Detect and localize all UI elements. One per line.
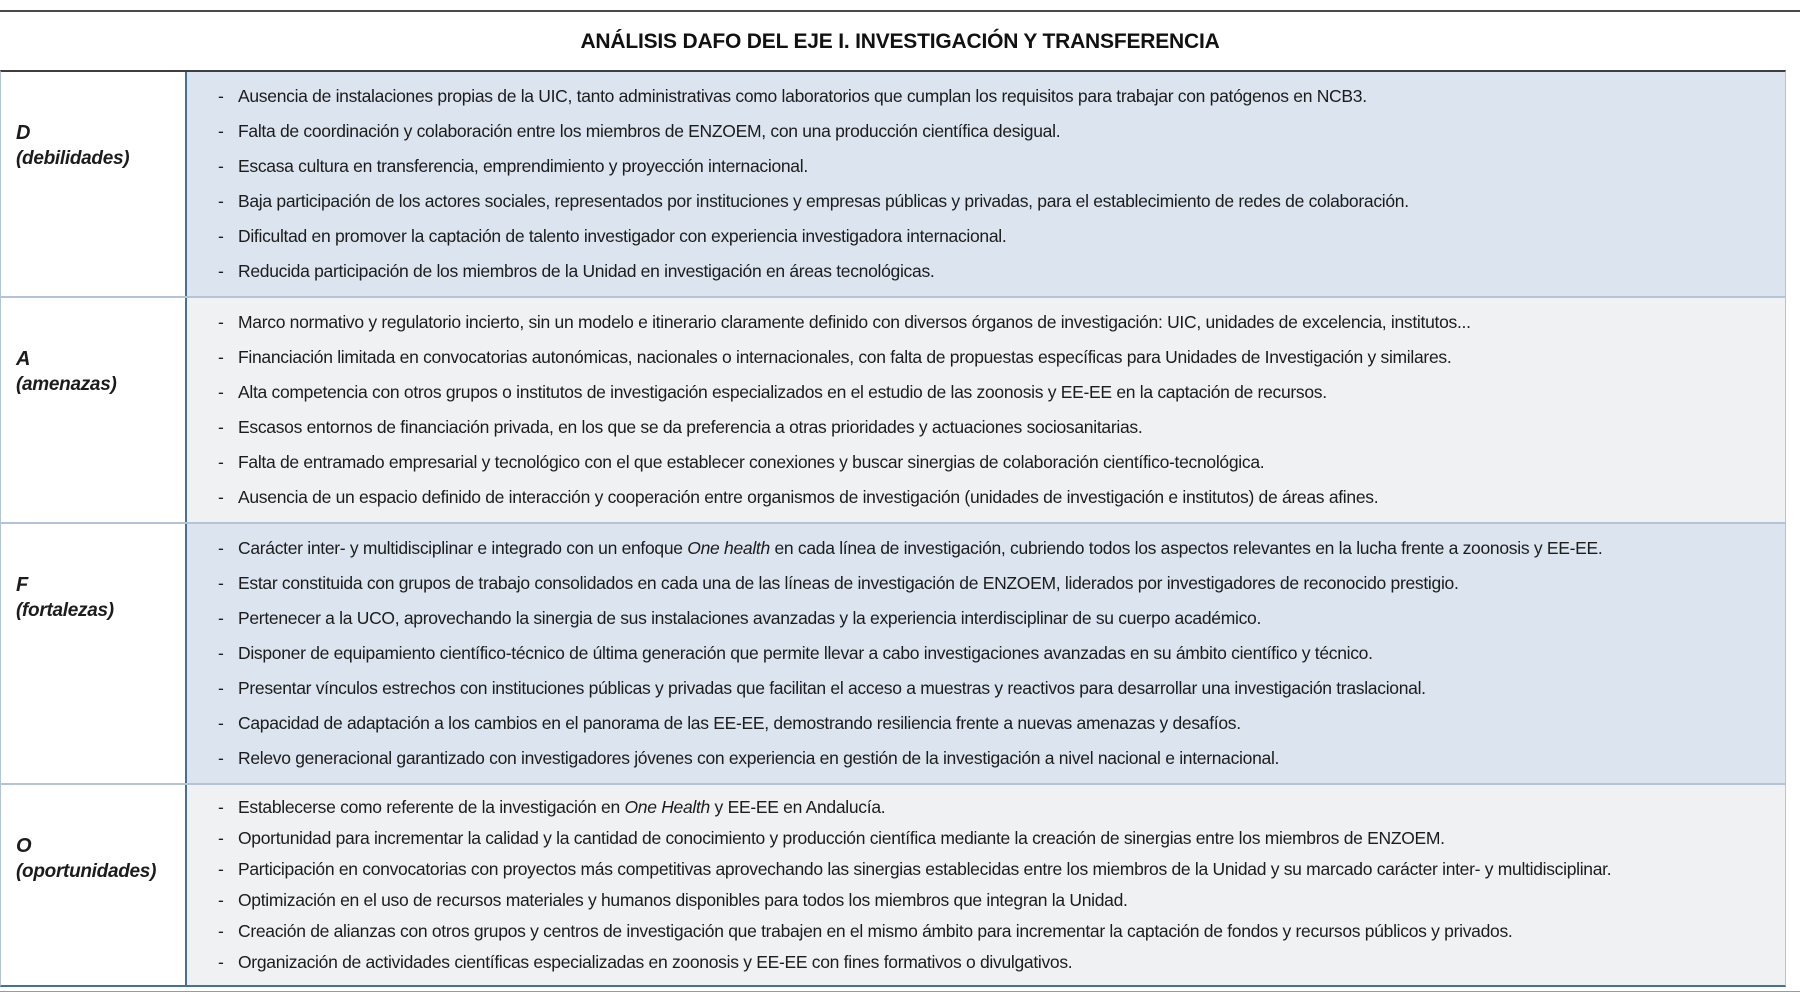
bullet-item: - Falta de coordinación y colaboración entre los miembros de ENZOEM, con una producción científica desigual.: [216, 114, 1775, 149]
bullet-item: - Escasos entornos de financiación privada, en los que se da preferencia a otras prioridades y actuaciones sociosanitarias.: [216, 410, 1775, 445]
row-label-debilidades: [1, 72, 187, 296]
bullet-item: - Reducida participación de los miembros de la Unidad en investigación en áreas tecnológicas.: [216, 254, 1775, 289]
bullet-item: - Carácter inter- y multidisciplinar e integrado con un enfoque One health en cada línea de investigación, cubriendo todos los aspectos relevantes en la lucha frente a zoonosis y EE-EE.: [216, 531, 1775, 566]
row-letter: A: [16, 348, 31, 370]
bullet-item: - Ausencia de un espacio definido de interacción y cooperación entre organismos de investigación (unidades de investigación e institutos) de áreas afines.: [216, 480, 1775, 515]
row-content-debilidades: [187, 72, 1785, 296]
bullet-item: - Pertenecer a la UCO, aprovechando la sinergia de sus instalaciones avanzadas y la experiencia interdisciplinar de su cuerpo académico.: [216, 601, 1775, 636]
row-label-oportunidades: [1, 785, 187, 985]
table-row-fortalezas: [1, 522, 1785, 783]
bullet-list-amenazas: [202, 305, 1775, 515]
row-letter: F: [16, 574, 29, 596]
bullet-list-oportunidades: [202, 792, 1775, 978]
row-label-text: (fortalezas): [16, 600, 114, 621]
bullet-item: - Establecerse como referente de la investigación en One Health y EE-EE en Andalucía.: [216, 792, 1775, 823]
bullet-item: - Relevo generacional garantizado con investigadores jóvenes con experiencia en gestión de la investigación a nivel nacional e internacional.: [216, 741, 1775, 776]
bullet-item: - Disponer de equipamiento científico-técnico de última generación que permite llevar a cabo investigaciones avanzadas en su ámbito científico y técnico.: [216, 636, 1775, 671]
bullet-item: - Presentar vínculos estrechos con instituciones públicas y privadas que facilitan el acceso a muestras y reactivos para desarrollar una investigación traslacional.: [216, 671, 1775, 706]
bullet-item: - Dificultad en promover la captación de talento investigador con experiencia investigadora internacional.: [216, 219, 1775, 254]
bullet-item: - Oportunidad para incrementar la calidad y la cantidad de conocimiento y producción científica mediante la creación de sinergias entre los miembros de ENZOEM.: [216, 823, 1775, 854]
row-label-fortalezas: [1, 524, 187, 783]
bullet-item: - Marco normativo y regulatorio incierto, sin un modelo e itinerario claramente definido con diversos órganos de investigación: UIC, unidades de excelencia, institutos...: [216, 305, 1775, 340]
bullet-item: - Participación en convocatorias con proyectos más competitivas aprovechando las sinergias establecidas entre los miembros de la Unidad y su marcado carácter inter- y multidisciplinar.: [216, 854, 1775, 885]
row-letter: O: [16, 835, 32, 857]
bullet-item: - Falta de entramado empresarial y tecnológico con el que establecer conexiones y buscar sinergias de colaboración científico-tecnológica.: [216, 445, 1775, 480]
bullet-item: - Financiación limitada en convocatorias autonómicas, nacionales o internacionales, con falta de propuestas específicas para Unidades de Investigación y similares.: [216, 340, 1775, 375]
bottom-rule: [0, 991, 1800, 992]
table-row-oportunidades: [1, 783, 1785, 985]
bullet-list-fortalezas: [202, 531, 1775, 776]
row-content-oportunidades: [187, 785, 1785, 985]
bullet-item: - Escasa cultura en transferencia, emprendimiento y proyección internacional.: [216, 149, 1775, 184]
row-content-amenazas: [187, 298, 1785, 522]
bullet-item: - Ausencia de instalaciones propias de la UIC, tanto administrativas como laboratorios que cumplan los requisitos para trabajar con patógenos en NCB3.: [216, 79, 1775, 114]
bullet-list-debilidades: [202, 79, 1775, 289]
dafo-table: [0, 70, 1786, 987]
bullet-item: - Organización de actividades científicas especializadas en zoonosis y EE-EE con fines formativos o divulgativos.: [216, 947, 1775, 978]
row-content-fortalezas: [187, 524, 1785, 783]
bullet-item: - Creación de alianzas con otros grupos y centros de investigación que trabajen en el mismo ámbito para incrementar la captación de fondos y recursos públicos y privados.: [216, 916, 1775, 947]
bullet-item: - Capacidad de adaptación a los cambios en el panorama de las EE-EE, demostrando resiliencia frente a nuevas amenazas y desafíos.: [216, 706, 1775, 741]
bullet-item: - Optimización en el uso de recursos materiales y humanos disponibles para todos los miembros que integran la Unidad.: [216, 885, 1775, 916]
bullet-item: - Alta competencia con otros grupos o institutos de investigación especializados en el estudio de las zoonosis y EE-EE en la captación de recursos.: [216, 375, 1775, 410]
bullet-item: - Baja participación de los actores sociales, representados por instituciones y empresas públicas y privadas, para el establecimiento de redes de colaboración.: [216, 184, 1775, 219]
row-label-text: (amenazas): [16, 374, 117, 395]
bullet-item: - Estar constituida con grupos de trabajo consolidados en cada una de las líneas de investigación de ENZOEM, liderados por investigadores de reconocido prestigio.: [216, 566, 1775, 601]
table-row-amenazas: [1, 296, 1785, 522]
table-row-debilidades: [1, 72, 1785, 296]
page-title: ANÁLISIS DAFO DEL EJE I. INVESTIGACIÓN Y TRANSFERENCIA: [580, 30, 1220, 53]
row-letter: D: [16, 122, 31, 144]
row-label-text: (debilidades): [16, 148, 130, 169]
row-label-amenazas: [1, 298, 187, 522]
row-label-text: (oportunidades): [16, 861, 157, 882]
